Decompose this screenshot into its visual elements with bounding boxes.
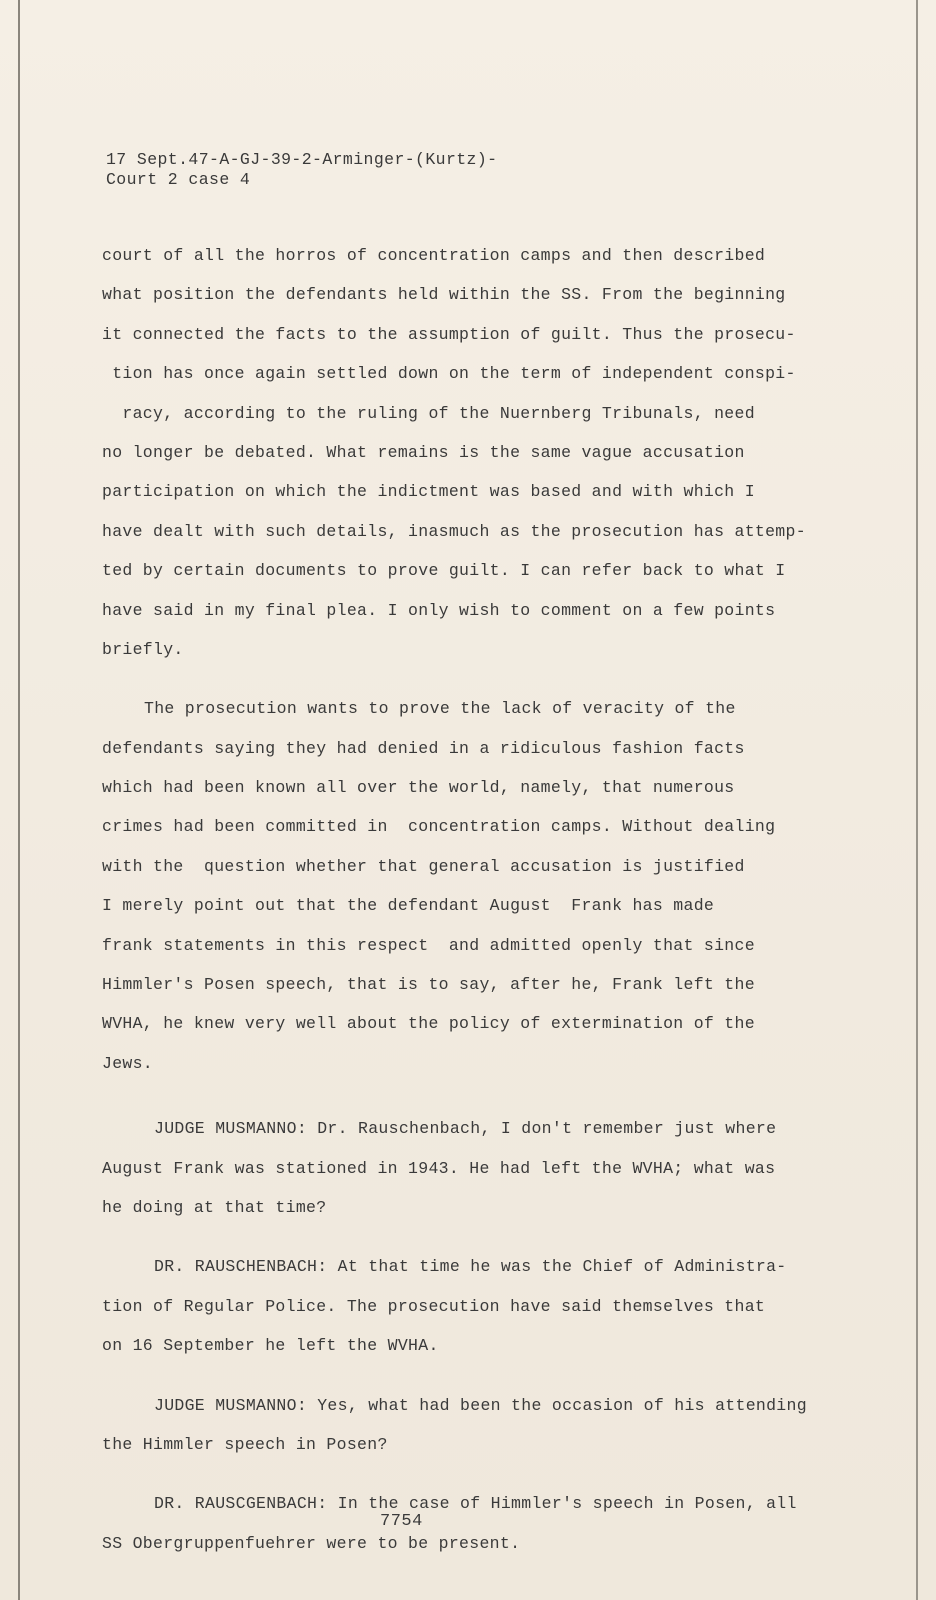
page-number: 7754 [380,1512,423,1531]
text-line: crimes had been committed in concentration camps. Without dealing [102,817,776,837]
document-header [106,150,497,190]
header-reference-line: 17 Sept.47-A-GJ-39-2-Arminger-(Kurtz)- [106,150,498,169]
paragraph-1 [102,236,806,669]
text-line: participation on which the indictment was based and with which I [102,482,755,502]
paragraph-3-judge [102,1109,802,1227]
text-line: have said in my final plea. I only wish to comment on a few points [102,600,776,620]
page-left-edge [18,0,20,1600]
text-line: with the question whether that general accusation is justified [102,856,745,876]
text-line: tion has once again settled down on the term of independent conspi- [102,364,796,384]
text-line: racy, according to the ruling of the Nuernberg Tribunals, need [102,403,755,423]
text-line: Jews. [102,1053,154,1073]
header-court-line: Court 2 case 4 [106,170,251,189]
text-line: it connected the facts to the assumption of guilt. Thus the prosecu- [102,324,796,344]
text-line: what position the defendants held within the SS. From the beginning [102,285,786,305]
text-line: briefly. [102,639,184,659]
text-line: ted by certain documents to prove guilt. I can refer back to what I [102,561,786,581]
text-line: on 16 September he left the WVHA. [102,1336,439,1356]
page-right-edge [916,0,918,1600]
text-line: tion of Regular Police. The prosecution have said themselves that [102,1296,766,1316]
text-line: Himmler's Posen speech, that is to say, after he, Frank left the [102,975,755,995]
paragraph-2 [102,689,802,1083]
text-line: SS Obergruppenfuehrer were to be present. [102,1533,521,1553]
text-line: August Frank was stationed in 1943. He had left the WVHA; what was [102,1158,776,1178]
text-line: WVHA, he knew very well about the policy of extermination of the [102,1014,755,1034]
text-line: no longer be debated. What remains is the same vague accusation [102,442,745,462]
paragraph-6-counsel [102,1484,802,1563]
text-line: he doing at that time? [102,1197,327,1217]
paragraph-4-counsel [102,1247,802,1365]
text-line: which had been known all over the world, namely, that numerous [102,778,735,798]
text-line: JUDGE MUSMANNO: Yes, what had been the occasion of his attending [154,1395,807,1415]
paragraph-5-judge [102,1386,807,1465]
text-line: I merely point out that the defendant August Frank has made [102,896,715,916]
text-line: DR. RAUSCHENBACH: At that time he was the Chief of Administra- [154,1257,787,1277]
text-line: DR. RAUSCGENBACH: In the case of Himmler's speech in Posen, all [154,1494,797,1514]
text-line: the Himmler speech in Posen? [102,1434,388,1454]
text-line: The prosecution wants to prove the lack of veracity of the [144,699,736,719]
text-line: defendants saying they had denied in a ridiculous fashion facts [102,738,745,758]
text-line: frank statements in this respect and admitted openly that since [102,935,755,955]
text-line: court of all the horros of concentration camps and then described [102,246,766,265]
text-line: JUDGE MUSMANNO: Dr. Rauschenbach, I don't remember just where [154,1119,777,1139]
transcript-body [102,236,807,1563]
text-line: have dealt with such details, inasmuch as the prosecution has attemp- [102,521,806,541]
